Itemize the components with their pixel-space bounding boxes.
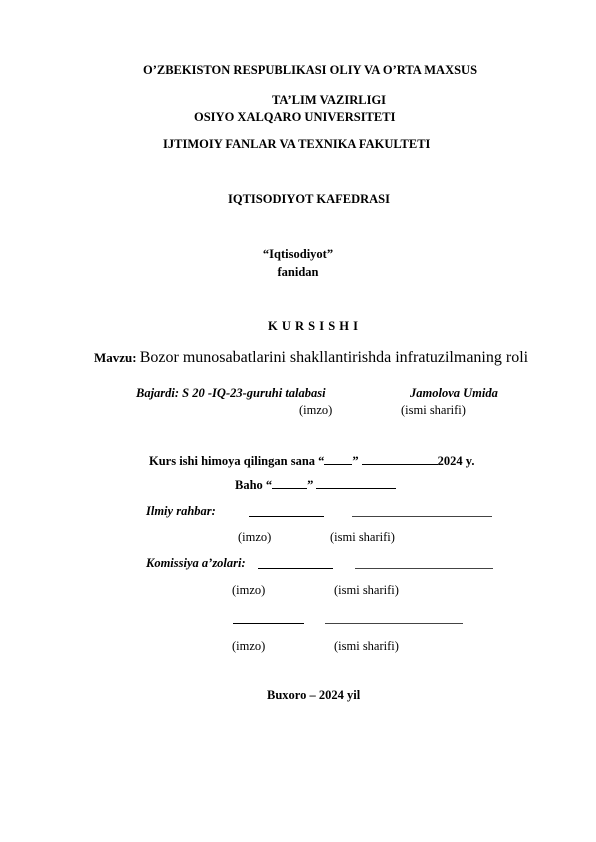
commission-name-line-2	[325, 623, 463, 624]
university-name: OSIYO XALQARO UNIVERSITETI	[194, 110, 396, 124]
commission-sign-line-1	[258, 568, 333, 569]
topic-row	[94, 350, 528, 366]
grade-blank-2	[316, 478, 396, 489]
author-name: Jamolova Umida	[410, 386, 498, 400]
commission-name-caption-2: (ismi sharifi)	[334, 639, 399, 653]
commission-sign-line-2	[233, 623, 304, 624]
defense-date-mid: ”	[352, 454, 359, 468]
defense-date-row	[149, 454, 474, 468]
defense-date-suffix: 2024 y.	[437, 454, 475, 468]
author-name-caption: (ismi sharifi)	[401, 403, 466, 417]
document-type: K U R S I S H I	[268, 319, 359, 333]
ministry-line-2: TA’LIM VAZIRLIGI	[272, 93, 387, 107]
faculty-name: IJTIMOIY FANLAR VA TEXNIKA FAKULTETI	[163, 137, 431, 151]
commission-name-line-1	[355, 568, 493, 569]
defense-day-blank	[324, 454, 352, 465]
commission-name-caption-1: (ismi sharifi)	[334, 583, 399, 597]
grade-blank-1	[272, 478, 307, 489]
author-label: Bajardi: S 20 -IQ-23-guruhi talabasi	[136, 386, 326, 400]
subject-suffix: fanidan	[277, 265, 319, 279]
commission-sign-caption-1: (imzo)	[232, 583, 266, 597]
commission-sign-caption-2: (imzo)	[232, 639, 266, 653]
subject-name: “Iqtisodiyot”	[262, 247, 334, 261]
supervisor-sign-line	[249, 516, 324, 517]
topic-text: Bozor munosabatlarini shakllantirishda infratuzilmaning roli	[139, 349, 529, 366]
topic-label: Mavzu:	[94, 350, 137, 365]
city-year: Buxoro – 2024 yil	[267, 688, 361, 702]
grade-row	[235, 478, 396, 492]
supervisor-name-caption: (ismi sharifi)	[330, 530, 395, 544]
grade-mid: ”	[307, 478, 314, 492]
author-sign-caption: (imzo)	[299, 403, 333, 417]
supervisor-label: Ilmiy rahbar:	[146, 504, 216, 518]
department-name: IQTISODIYOT KAFEDRASI	[228, 192, 390, 206]
supervisor-name-line	[352, 516, 492, 517]
defense-month-blank	[362, 454, 438, 465]
supervisor-sign-caption: (imzo)	[238, 530, 272, 544]
grade-prefix: Baho “	[235, 478, 273, 492]
defense-date-prefix: Kurs ishi himoya qilingan sana “	[149, 454, 325, 468]
commission-label: Komissiya a’zolari:	[146, 556, 246, 570]
ministry-line-1: O’ZBEKISTON RESPUBLIKASI OLIY VA O’RTA MAXSUS	[143, 63, 478, 77]
